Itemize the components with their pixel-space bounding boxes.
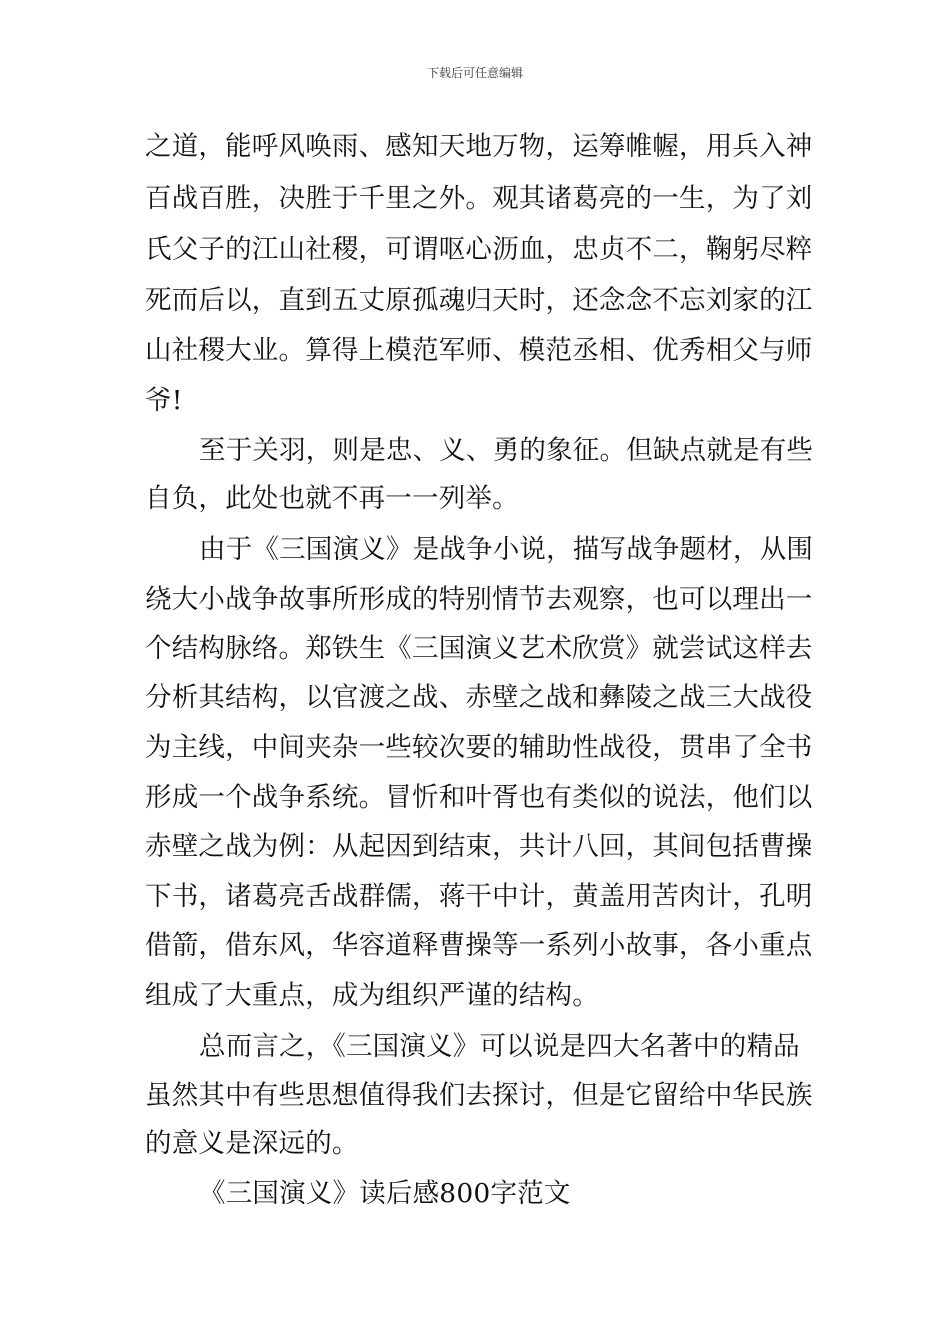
paragraph-1-line-5: 山社稷大业。算得上模范军师、模范丞相、优秀相父与师 [145,335,813,366]
paragraph-4-line-1: 总而言之，《三国演义》可以说是四大名著中的精品 [199,1031,800,1062]
paragraph-3-line-4: 分析其结构，以官渡之战、赤壁之战和彝陵之战三大战役 [145,682,813,713]
section-title: 《三国演义》读后感800字范文 [199,1178,571,1209]
paragraph-1-line-2: 百战百胜，决胜于千里之外。观其诸葛亮的一生，为了刘 [145,183,813,214]
paragraph-3-line-9: 借箭，借东风，华容道释曹操等一系列小故事，各小重点 [145,930,813,961]
paragraph-3-line-6: 形成一个战争系统。冒忻和叶胥也有类似的说法，他们以 [145,782,813,813]
paragraph-1-line-4: 死而后以，直到五丈原孤魂归天时，还念念不忘刘家的江 [145,285,813,316]
paragraph-4-line-2: 虽然其中有些思想值得我们去探讨，但是它留给中华民族 [145,1080,813,1111]
paragraph-3-line-2: 绕大小战争故事所形成的特别情节去观察，也可以理出一 [145,584,813,615]
paragraph-3-line-3: 个结构脉络。郑铁生《三国演义艺术欣赏》就尝试这样去 [145,633,813,664]
paragraph-1-line-1: 之道，能呼风唤雨、感知天地万物，运筹帷幄，用兵入神 [145,131,813,162]
paragraph-3-line-1: 由于《三国演义》是战争小说，描写战争题材，从围 [199,534,814,565]
paragraph-1-line-3: 氏父子的江山社稷，可谓呕心沥血，忠贞不二，鞠躬尽粹 [145,234,813,265]
paragraph-3-line-10: 组成了大重点，成为组织严谨的结构。 [145,980,599,1011]
page-header-note: 下载后可任意编辑 [426,66,523,80]
paragraph-2-line-1: 至于关羽，则是忠、义、勇的象征。但缺点就是有些 [199,435,814,466]
paragraph-3-line-5: 为主线，中间夹杂一些较次要的辅助性战役，贯串了全书 [145,732,813,763]
paragraph-4-line-3: 的意义是深远的。 [145,1128,359,1159]
paragraph-2-line-2: 自负，此处也就不再一一列举。 [145,483,519,514]
paragraph-1-line-6: 爷! [145,385,183,416]
paragraph-3-line-7: 赤壁之战为例：从起因到结束，共计八回，其间包括曹操 [145,831,813,862]
paragraph-3-line-8: 下书，诸葛亮舌战群儒，蒋干中计，黄盖用苦肉计，孔明 [145,881,813,912]
